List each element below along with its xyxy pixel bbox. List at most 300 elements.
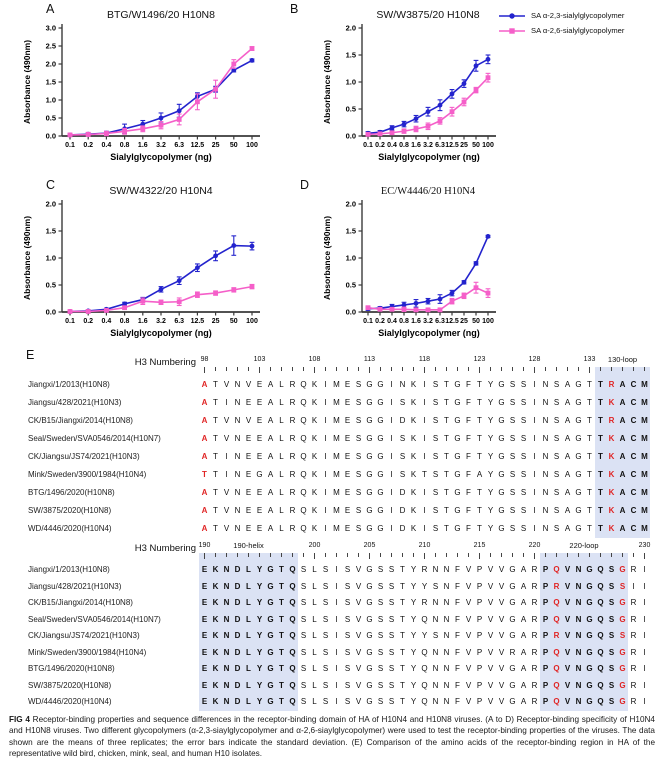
residue: T <box>444 524 449 533</box>
x-tick-label: 100 <box>482 318 494 325</box>
residue: A <box>267 506 274 515</box>
residue: S <box>355 416 362 425</box>
residue: Y <box>410 647 417 657</box>
residue: I <box>390 416 393 425</box>
residue: Y <box>410 680 417 690</box>
residue: E <box>201 697 208 706</box>
x-tick-label: 0.4 <box>387 318 397 325</box>
residue: I <box>533 470 536 479</box>
residue: F <box>455 680 460 690</box>
residue: Q <box>597 680 604 690</box>
residue: N <box>223 581 230 591</box>
residue: T <box>598 452 603 461</box>
caption-text: Receptor-binding properties and sequence differences in the receptor-binding domain of HA of H10N4 and H10N8 viruses. (A to D) Receptor-binding specificity of H10N4 and H10N8 viruses. Two different glycopolymers (α-2,3-siaylglycopolymer and α-2,6-siaylglycopolymer) were used to test the receptor-binding properties of the viruses. The data shown are the means of three replicates; the error bars indicate the standard deviation. (E) Comparison of the amino acids of the receptor-binding region in HA of the representative wild bird, chicken, mink, seal, and human H10 isolates. <box>9 715 655 759</box>
residue: G <box>454 524 461 533</box>
strain-label: Jiangxi/1/2013(H10N8) <box>28 380 110 389</box>
residue: G <box>575 380 582 389</box>
ruler-tick <box>237 367 238 371</box>
residue: K <box>410 434 417 443</box>
residue: G <box>377 434 384 443</box>
residue: S <box>322 581 329 591</box>
residue: R <box>421 598 428 607</box>
residue: D <box>234 581 241 591</box>
ruler-tick <box>424 367 425 373</box>
residue: V <box>355 565 362 574</box>
residue: T <box>213 416 218 425</box>
x-tick-label: 6.3 <box>435 142 445 149</box>
residue: G <box>267 680 274 690</box>
residue: M <box>333 434 340 443</box>
ruler-tick <box>600 367 601 371</box>
residue: G <box>267 581 274 591</box>
residue: E <box>256 506 263 515</box>
residue: V <box>487 647 494 657</box>
chart-panel-a <box>0 0 332 176</box>
residue: M <box>641 398 648 407</box>
residue: Y <box>421 631 428 640</box>
ruler-tick <box>281 553 282 557</box>
residue: R <box>630 680 637 690</box>
ruler-tick <box>204 553 205 559</box>
residue: G <box>454 434 461 443</box>
strain-label: Mink/Sweden/3900/1984(H10N4) <box>28 470 147 479</box>
ruler-number: 205 <box>363 542 376 549</box>
strain-label: WD/4446/2020(H10N4) <box>28 524 112 533</box>
x-tick-label: 3.2 <box>156 318 166 325</box>
residue: G <box>377 470 384 479</box>
residue: S <box>520 488 527 497</box>
residue: T <box>400 614 405 624</box>
residue: R <box>289 434 296 443</box>
residue: G <box>498 470 505 479</box>
residue: N <box>575 614 582 624</box>
residue: T <box>444 416 449 425</box>
residue: A <box>476 470 483 479</box>
residue: G <box>267 664 274 673</box>
y-tick-label: 2.0 <box>45 199 56 209</box>
residue: I <box>423 506 426 515</box>
x-tick-label: 0.2 <box>83 142 94 149</box>
residue: I <box>335 647 338 657</box>
residue: A <box>267 380 274 389</box>
residue: R <box>289 470 296 479</box>
residue: D <box>399 488 406 497</box>
residue: L <box>246 697 251 706</box>
residue: L <box>312 664 317 673</box>
residue: I <box>643 565 646 574</box>
residue: P <box>542 697 549 706</box>
y-axis-label: Absorbance (490nm) <box>22 215 32 301</box>
residue: I <box>324 398 327 407</box>
residue: L <box>246 598 251 607</box>
residue: Y <box>410 664 417 673</box>
x-tick-label: 6.3 <box>174 142 185 149</box>
residue: N <box>234 470 241 479</box>
residue: R <box>289 524 296 533</box>
residue: P <box>476 565 483 574</box>
residue: Y <box>410 598 417 607</box>
residue: V <box>564 697 571 706</box>
ruler-tick <box>622 553 623 557</box>
residue: Y <box>256 664 263 673</box>
residue: S <box>300 631 307 640</box>
residue: S <box>322 631 329 640</box>
panel-letter-c: C <box>46 178 56 192</box>
residue: V <box>465 614 472 624</box>
residue: N <box>443 664 450 673</box>
y-tick-label: 1.0 <box>45 95 56 105</box>
strain-label: SW/3875/2020(H10N8) <box>28 506 112 515</box>
residue: N <box>234 488 241 497</box>
x-tick-label: 0.2 <box>375 318 385 325</box>
ruler-tick <box>479 553 480 559</box>
residue: E <box>344 488 351 497</box>
residue: V <box>487 598 494 607</box>
residue: E <box>245 470 252 479</box>
residue: R <box>531 565 538 574</box>
residue: C <box>630 398 637 407</box>
residue: P <box>542 631 549 640</box>
series-sa26 <box>366 73 491 136</box>
residue: P <box>542 664 549 673</box>
ruler-tick <box>391 367 392 371</box>
residue: N <box>542 434 549 443</box>
residue: N <box>432 614 439 624</box>
residue: V <box>487 697 494 706</box>
residue: S <box>300 680 307 690</box>
residue: V <box>465 598 472 607</box>
residue: Q <box>300 416 307 425</box>
residue: Y <box>487 488 494 497</box>
residue: S <box>322 614 329 624</box>
residue: L <box>312 598 317 607</box>
residue: N <box>432 680 439 690</box>
residue: A <box>619 380 626 389</box>
residue: T <box>213 434 218 443</box>
residue: Y <box>487 506 494 515</box>
residue: Q <box>421 697 428 706</box>
strain-label: SW/3875/2020(H10N8) <box>28 680 112 690</box>
residue: Q <box>289 680 296 690</box>
ruler-number: 108 <box>308 356 321 363</box>
residue: I <box>533 506 536 515</box>
residue: S <box>322 664 329 673</box>
residue: P <box>476 598 483 607</box>
residue: E <box>256 416 263 425</box>
residue: A <box>267 470 274 479</box>
residue: S <box>553 506 560 515</box>
residue: A <box>619 416 626 425</box>
residue: S <box>377 631 384 640</box>
residue: S <box>344 614 351 624</box>
y-tick-label: 0.5 <box>45 280 56 290</box>
residue: T <box>422 470 427 479</box>
residue: T <box>598 470 603 479</box>
residue: T <box>587 452 592 461</box>
ruler-tick <box>490 367 491 371</box>
y-tick-label: 1.5 <box>345 50 356 60</box>
ruler-tick <box>358 367 359 371</box>
residue: T <box>444 506 449 515</box>
ruler-number: 215 <box>473 542 486 549</box>
residue: S <box>344 664 351 673</box>
residue: I <box>225 398 228 407</box>
ruler-tick <box>402 367 403 371</box>
residue: S <box>355 506 362 515</box>
residue: I <box>390 434 393 443</box>
residue: L <box>279 470 284 479</box>
ruler-tick <box>281 367 282 371</box>
residue: A <box>564 488 571 497</box>
residue: G <box>498 452 505 461</box>
residue: L <box>312 647 317 657</box>
ruler-tick <box>556 367 557 371</box>
residue: V <box>245 380 252 389</box>
ruler-tick <box>303 367 304 371</box>
residue: I <box>324 506 327 515</box>
residue: S <box>432 581 439 591</box>
residue: N <box>223 614 230 624</box>
residue: Y <box>421 581 428 591</box>
residue: C <box>630 488 637 497</box>
residue: S <box>388 631 395 640</box>
ruler-tick <box>501 367 502 371</box>
residue: S <box>509 452 516 461</box>
residue: T <box>400 680 405 690</box>
residue: T <box>587 488 592 497</box>
ruler-tick <box>446 367 447 371</box>
residue: F <box>466 398 471 407</box>
residue: S <box>553 452 560 461</box>
ruler-number: 230 <box>638 542 651 549</box>
residue: Q <box>300 434 307 443</box>
residue: S <box>520 416 527 425</box>
residue: I <box>423 434 426 443</box>
residue: L <box>246 647 251 657</box>
ruler-tick <box>578 553 579 557</box>
residue: G <box>619 647 626 657</box>
residue: G <box>377 380 384 389</box>
residue: A <box>619 470 626 479</box>
strain-label: BTG/1496/2020(H10N8) <box>28 664 115 673</box>
residue: T <box>400 565 405 574</box>
residue: K <box>311 506 318 515</box>
residue: G <box>498 488 505 497</box>
residue: N <box>432 664 439 673</box>
residue: S <box>520 434 527 443</box>
residue: Q <box>553 565 560 574</box>
residue: R <box>531 631 538 640</box>
residue: A <box>201 488 208 497</box>
ruler-tick <box>633 367 634 371</box>
residue: S <box>300 598 307 607</box>
residue: S <box>432 398 439 407</box>
residue: S <box>388 581 395 591</box>
x-tick-label: 0.4 <box>101 142 112 149</box>
residue: F <box>455 631 460 640</box>
x-tick-label: 0.8 <box>119 318 130 325</box>
residue: K <box>311 380 318 389</box>
residue: K <box>212 647 219 657</box>
residue: L <box>312 631 317 640</box>
x-tick-label: 1.6 <box>411 318 421 325</box>
residue: P <box>542 680 549 690</box>
residue: P <box>542 647 549 657</box>
residue: G <box>267 565 274 574</box>
residue: C <box>630 524 637 533</box>
residue: S <box>509 506 516 515</box>
residue: I <box>423 398 426 407</box>
residue: S <box>344 631 351 640</box>
residue: V <box>223 524 230 533</box>
residue: S <box>520 506 527 515</box>
residue: I <box>335 581 338 591</box>
residue: G <box>586 680 593 690</box>
legend-item-sa26 <box>497 23 624 38</box>
residue: K <box>608 434 615 443</box>
residue: F <box>455 565 460 574</box>
residue: K <box>311 416 318 425</box>
residue: T <box>477 452 482 461</box>
residue: E <box>245 434 252 443</box>
residue: I <box>335 631 338 640</box>
residue: A <box>201 434 208 443</box>
x-tick-label: 50 <box>472 142 480 149</box>
residue: R <box>630 598 637 607</box>
ruler-tick <box>413 553 414 557</box>
residue: S <box>553 416 560 425</box>
residue: A <box>267 398 274 407</box>
residue: V <box>498 581 505 591</box>
x-axis-label: Sialylglycopolymer (ng) <box>110 328 212 338</box>
ruler-tick <box>435 553 436 557</box>
residue: Q <box>289 598 296 607</box>
residue: Q <box>300 506 307 515</box>
residue: Q <box>300 380 307 389</box>
residue: T <box>279 598 284 607</box>
residue: V <box>465 664 472 673</box>
residue: K <box>608 398 615 407</box>
ruler-tick <box>512 367 513 371</box>
residue: S <box>608 647 615 657</box>
residue: G <box>366 680 373 690</box>
residue: A <box>267 416 274 425</box>
residue: I <box>533 380 536 389</box>
residue: V <box>498 697 505 706</box>
residue: C <box>630 416 637 425</box>
residue: T <box>598 398 603 407</box>
residue: L <box>246 581 251 591</box>
residue: P <box>476 664 483 673</box>
residue: R <box>289 488 296 497</box>
ruler-tick <box>479 367 480 373</box>
residue: D <box>234 680 241 690</box>
residue: T <box>477 524 482 533</box>
ruler-tick <box>611 367 612 371</box>
residue: E <box>201 581 208 591</box>
residue: S <box>432 416 439 425</box>
residue: V <box>487 680 494 690</box>
residue: A <box>267 434 274 443</box>
ruler-tick <box>457 367 458 371</box>
series-sa23 <box>366 234 491 311</box>
residue: T <box>598 416 603 425</box>
residue: A <box>520 680 527 690</box>
residue: N <box>223 647 230 657</box>
residue: D <box>234 631 241 640</box>
residue: G <box>586 664 593 673</box>
residue: I <box>335 598 338 607</box>
ruler-tick <box>380 553 381 557</box>
residue: L <box>312 680 317 690</box>
residue: S <box>509 434 516 443</box>
residue: V <box>223 488 230 497</box>
x-tick-label: 3.2 <box>423 318 433 325</box>
y-tick-label: 1.5 <box>45 77 56 87</box>
residue: Q <box>553 647 560 657</box>
residue: N <box>443 647 450 657</box>
residue: G <box>586 631 593 640</box>
residue: N <box>234 524 241 533</box>
residue: G <box>377 506 384 515</box>
residue: Y <box>410 581 417 591</box>
residue: F <box>466 470 471 479</box>
residue: Q <box>300 470 307 479</box>
residue: V <box>245 416 252 425</box>
residue: G <box>267 598 274 607</box>
residue: R <box>531 598 538 607</box>
residue: I <box>423 416 426 425</box>
residue: V <box>564 631 571 640</box>
residue: V <box>564 565 571 574</box>
residue: R <box>421 565 428 574</box>
residue: D <box>234 664 241 673</box>
residue: S <box>344 697 351 706</box>
residue: T <box>202 470 207 479</box>
residue: Y <box>256 581 263 591</box>
residue: S <box>608 614 615 624</box>
residue: E <box>201 664 208 673</box>
residue: E <box>344 380 351 389</box>
residue: V <box>487 664 494 673</box>
residue: I <box>335 680 338 690</box>
x-tick-label: 12.5 <box>445 142 459 149</box>
x-tick-label: 0.2 <box>375 142 385 149</box>
residue: N <box>542 506 549 515</box>
x-tick-label: 3.2 <box>156 142 166 149</box>
residue: Q <box>289 664 296 673</box>
residue: T <box>213 452 218 461</box>
residue: N <box>443 581 450 591</box>
residue: R <box>630 697 637 706</box>
residue: C <box>630 470 637 479</box>
residue: M <box>641 470 648 479</box>
residue: S <box>388 598 395 607</box>
strain-label: Jiangsu/428/2021(H10N3) <box>28 398 122 407</box>
residue: S <box>344 581 351 591</box>
residue: Y <box>410 565 417 574</box>
residue: K <box>410 506 417 515</box>
residue: V <box>498 664 505 673</box>
residue: V <box>465 647 472 657</box>
residue: S <box>388 647 395 657</box>
residue: K <box>311 398 318 407</box>
ruler-tick <box>435 367 436 371</box>
residue: I <box>390 452 393 461</box>
residue: S <box>509 380 516 389</box>
residue: N <box>443 631 450 640</box>
residue: G <box>366 524 373 533</box>
